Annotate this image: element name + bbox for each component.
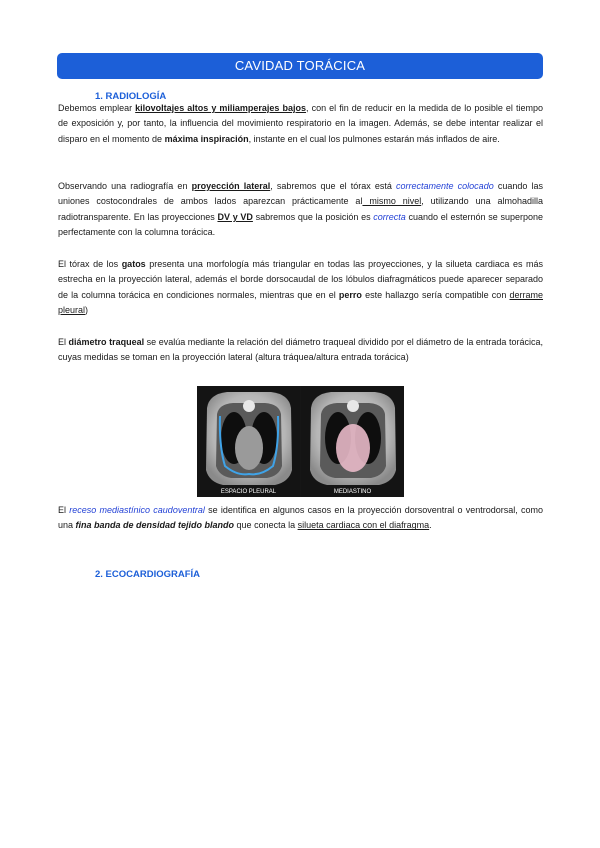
emphasis-diametro-traqueal: diámetro traqueal — [68, 337, 145, 347]
text: se identifica en algunos casos en la proyección dorsoventral o ventrodorsal, como una — [58, 505, 544, 531]
section-title-radiologia: 1. RADIOLOGÍA — [95, 91, 167, 102]
paragraph-cats-dogs — [58, 257, 543, 319]
text: se evalúa mediante la relación del diámetro traqueal dividido por el diámetro de la entrada torácica, cuyas medidas se toman en la proyección lateral (altura tráquea/altura entrada torácica) — [58, 337, 543, 363]
paragraph-lateral-projection — [58, 179, 543, 241]
paragraph-tracheal-diameter — [58, 335, 543, 366]
text: El — [58, 337, 69, 347]
text: , sabremos que el tórax está — [270, 181, 397, 191]
left-heart — [235, 426, 263, 470]
right-vertebra — [347, 400, 359, 412]
text: , utilizando una almohadilla radiotransparente. En las proyecciones — [58, 196, 544, 222]
section-title-ecocardiografia: 2. ECOCARDIOGRAFÍA — [95, 569, 201, 580]
text: presenta una morfología más triangular en todas las proyecciones, y la silueta cardiaca es más estrecha en la proyección lateral, además el borde dorsocaudal de los lóbulos diafragmáticos puede aparecer separado de la columna torácica en condiciones normales, mientras que en el — [58, 259, 543, 300]
emphasis-maxima-inspiracion: máxima inspiración — [164, 133, 249, 144]
left-figure-caption: ESPACIO PLEURAL — [220, 489, 277, 495]
emphasis-derrame-pleural: derrame pleural — [58, 289, 543, 316]
paragraph-exposure — [58, 101, 543, 147]
left-vertebra — [243, 400, 255, 412]
mediastinum-highlight — [336, 424, 370, 472]
right-figure-caption: MEDIASTINO — [333, 489, 372, 495]
emphasis-silueta-cardiaca: silueta cardiaca con el diafragma — [297, 520, 430, 531]
text: El tórax de los — [58, 259, 122, 269]
emphasis-dv-vd: DV y VD — [217, 211, 253, 222]
emphasis-correcta: correcta — [373, 211, 406, 222]
emphasis-correctamente-colocado: correctamente colocado — [396, 181, 494, 191]
emphasis-kilovoltajes: kilovoltajes altos y miliamperajes bajos — [135, 103, 307, 113]
emphasis-mismo-nivel: mismo nivel — [362, 196, 422, 207]
text: ) — [85, 305, 89, 316]
emphasis-receso-mediastinico: receso mediastínico caudoventral — [69, 505, 205, 515]
emphasis-proyeccion-lateral: proyección lateral — [191, 181, 271, 191]
text: , instante en el cual los pulmones estarán más inflados de aire. — [248, 133, 500, 144]
text: , con el fin de reducir en la medida de lo posible el tiempo de exposición y, por tanto, la influencia del movimiento respiratorio en la imagen. Además, se debe intentar realizar el disparo en el momento de — [58, 103, 543, 144]
paragraph-mediastinal-recess — [58, 503, 543, 534]
text: este hallazgo sería compatible con — [361, 289, 510, 300]
page-title-banner: CAVIDAD TORÁCICA — [57, 53, 543, 79]
text: El — [58, 505, 70, 515]
emphasis-fina-banda: fina banda de densidad tejido blando — [75, 520, 235, 531]
emphasis-gatos: gatos — [121, 259, 146, 269]
emphasis-perro: perro — [338, 289, 362, 300]
text: Observando una radiografía en — [58, 181, 192, 191]
text: Debemos emplear — [58, 103, 136, 113]
text: cuando el esternón se superpone perfectamente con la columna torácica. — [58, 211, 543, 238]
text: . — [429, 520, 432, 531]
text: que conecta la — [234, 520, 298, 531]
thorax-ct-figure — [197, 386, 404, 497]
text: sabremos que la posición es — [252, 211, 374, 222]
text: cuando las uniones costocondrales de ambos lados aparezcan prácticamente al — [58, 181, 543, 207]
ct-images — [197, 386, 404, 497]
